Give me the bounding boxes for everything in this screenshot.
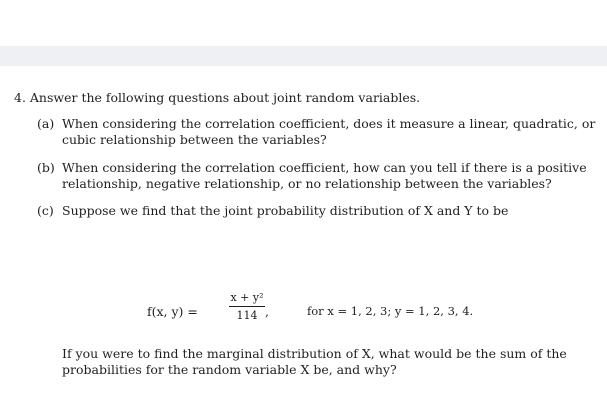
divider-band: [0, 46, 607, 66]
formula-condition: for x = 1, 2, 3; y = 1, 2, 3, 4.: [307, 304, 474, 318]
part-a: [37, 116, 597, 148]
part-b-tag: (b): [37, 160, 55, 175]
part-b-text: When considering the correlation coefficient, how can you tell if there is a positive relationship, negative relationship, or no relationship between the variables?: [62, 160, 587, 191]
question-heading: 4. Answer the following questions about joint random variables.: [14, 90, 421, 105]
formula-lhs: f(x, y) =: [147, 304, 198, 319]
header-area: [0, 0, 607, 46]
followup-paragraph: If you were to find the marginal distribution of X, what would be the sum of the probabilities for the random variable X be, and why?: [62, 346, 567, 377]
part-c-tag: (c): [37, 203, 54, 218]
fraction-numerator: x + y²: [230, 291, 264, 304]
joint-pmf-formula: [0, 291, 607, 331]
part-c-text: Suppose we find that the joint probability distribution of X and Y to be: [62, 203, 509, 218]
fraction-denominator: 114: [236, 309, 258, 322]
part-a-tag: (a): [37, 116, 55, 131]
part-c: [37, 203, 597, 219]
fraction-bar: [229, 306, 265, 307]
part-b: [37, 160, 597, 192]
formula-comma: ,: [265, 304, 269, 319]
part-a-text: When considering the correlation coefficient, does it measure a linear, quadratic, or cubic relationship between the variables?: [62, 116, 596, 147]
formula-fraction: [229, 291, 265, 323]
